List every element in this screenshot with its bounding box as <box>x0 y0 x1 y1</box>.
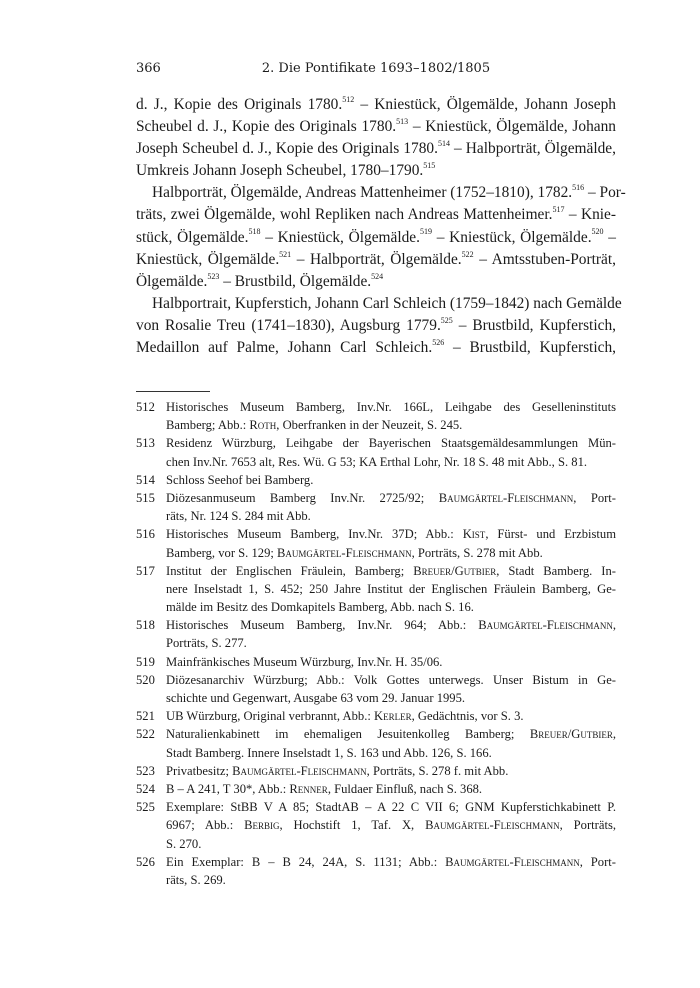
footnote-line: Institut der Englischen Fräulein, Bamberg; Breuer/Gutbier, Stadt Bamberg. In- <box>166 563 616 578</box>
body-text-run: – Amtsstuben-Porträt, <box>473 250 616 268</box>
footnote-line: Stadt Bamberg. Innere Inselstadt 1, S. 163 und Abb. 126, S. 166. <box>166 745 492 760</box>
footnote-number: 522 <box>136 727 155 742</box>
footnote-number: 524 <box>136 781 155 796</box>
footnote-line: Mainfränkisches Museum Würzburg, Inv.Nr. H. 35/06. <box>166 654 443 669</box>
footnote <box>136 725 616 761</box>
footnote-number: 512 <box>136 400 155 414</box>
footnote <box>136 471 616 489</box>
footnote-line: Exemplare: StBB V A 85; StadtAB – A 22 C VII 6; GNM Kupferstichkabinett P. <box>166 800 616 815</box>
body-text-run: d. J., Kopie des Originals 1780. <box>136 96 343 113</box>
footnote-ref[interactable]: 514 <box>437 139 450 149</box>
body-text-run: – Kniestück, Ölgemälde. <box>432 228 592 246</box>
footnote <box>136 762 616 780</box>
body-text-run: – Brustbild, Ölgemälde. <box>219 272 372 290</box>
footnote-ref[interactable]: 515 <box>423 161 436 171</box>
footnote <box>136 434 616 470</box>
footnote-line: 6967; Abb.: Berbig, Hochstift 1, Taf. X, Baumgärtel-Fleischmann, Porträts, <box>166 818 617 833</box>
body-line <box>136 293 622 315</box>
footnote-separator <box>136 391 210 392</box>
body-line <box>136 271 616 293</box>
footnote-line: Bamberg; Abb.: Roth, Oberfranken in der Neuzeit, S. 245. <box>166 418 463 433</box>
body-text-run: Umkreis Johann Joseph Scheubel, 1780–1790. <box>136 162 424 180</box>
footnotes <box>136 398 616 889</box>
footnote-ref[interactable]: 517 <box>552 205 565 215</box>
footnote-line: Ein Exemplar: B – B 24, 24A, S. 1131; Abb.: Baumgärtel-Fleischmann, Port- <box>166 854 616 869</box>
body-text-run: – Kniestück, Ölgemälde, Johann Joseph <box>354 96 616 113</box>
footnote-line: Porträts, S. 277. <box>166 636 247 651</box>
body-line <box>136 337 616 359</box>
footnote-line: mälde im Besitz des Domkapitels Bamberg, Abb. nach S. 16. <box>166 600 474 615</box>
footnote <box>136 798 616 853</box>
page-number: 366 <box>136 61 161 76</box>
running-head <box>136 60 616 78</box>
body-text-run: – Knie- <box>564 206 616 224</box>
footnote-line: UB Würzburg, Original verbrannt, Abb.: Kerler, Gedächtnis, vor S. 3. <box>166 709 524 724</box>
body-text-run: – Halbporträt, Ölgemälde. <box>291 250 462 268</box>
footnote-number: 515 <box>136 490 155 505</box>
footnote-ref[interactable]: 516 <box>572 183 585 193</box>
body-text-run: – Brustbild, Kupferstich, <box>444 339 616 357</box>
body-text-run: träts, zwei Ölgemälde, wohl Repliken nach Andreas Mattenheimer. <box>136 206 553 224</box>
footnote-line: Privatbesitz; Baumgärtel-Fleischmann, Porträts, S. 278 f. mit Abb. <box>166 763 509 778</box>
footnote-line: B – A 241, T 30*, Abb.: Renner, Fuldaer Einfluß, nach S. 368. <box>166 781 483 796</box>
footnote-ref[interactable]: 518 <box>248 227 261 237</box>
footnote <box>136 653 616 671</box>
footnote-ref[interactable]: 512 <box>342 94 355 104</box>
body-text-run: Joseph Scheubel d. J., Kopie des Originals 1780. <box>136 140 438 158</box>
footnote-line: Historisches Museum Bamberg, Inv.Nr. 964; Abb.: Baumgärtel-Fleischmann, <box>166 618 616 633</box>
footnote-line: Diözesanarchiv Würzburg; Abb.: Volk Gottes unterwegs. Unser Bistum in Ge- <box>166 672 616 687</box>
footnote-number: 517 <box>136 563 155 578</box>
footnote-line: Historisches Museum Bamberg, Inv.Nr. 166L, Leihgabe des Geselleninstituts <box>166 400 616 414</box>
footnote-line: S. 270. <box>166 836 202 851</box>
body-text-run: Medaillon auf Palme, Johann Carl Schleich. <box>136 339 433 357</box>
footnote-number: 518 <box>136 618 155 633</box>
footnote-number: 519 <box>136 654 155 669</box>
body-line <box>136 315 616 337</box>
footnote-number: 513 <box>136 436 155 451</box>
footnote-line: Historisches Museum Bamberg, Inv.Nr. 37D; Abb.: Kist, Fürst- und Erzbistum <box>166 527 616 542</box>
footnote-ref[interactable]: 523 <box>207 271 220 281</box>
footnote-ref[interactable]: 525 <box>440 315 453 325</box>
body-line <box>136 160 616 182</box>
body-text-run: stück, Ölgemälde. <box>136 228 249 246</box>
body-text-run: Scheubel d. J., Kopie des Originals 1780. <box>136 118 397 136</box>
footnote <box>136 525 616 561</box>
body-line <box>136 138 616 160</box>
body-line <box>136 116 616 138</box>
footnote-line: nere Inselstadt 1, S. 452; 250 Jahre Institut der Englischen Fräulein Bamberg, Ge- <box>166 581 616 596</box>
body-text-run: – <box>603 228 616 246</box>
footnote-ref[interactable]: 524 <box>371 271 384 281</box>
footnote-line: räts, S. 269. <box>166 872 226 887</box>
footnote <box>136 562 616 617</box>
footnote-ref[interactable]: 522 <box>461 249 474 259</box>
footnote-ref[interactable]: 519 <box>420 227 432 237</box>
footnote-number: 520 <box>136 672 155 687</box>
body-text-run: – Brustbild, Kupferstich, <box>452 316 616 334</box>
footnote-line: Schloss Seehof bei Bamberg. <box>166 472 314 487</box>
body-text-run: – Kniestück, Ölgemälde. <box>260 228 420 246</box>
footnote-line: räts, Nr. 124 S. 284 mit Abb. <box>166 509 311 524</box>
footnote-ref[interactable]: 526 <box>432 337 445 347</box>
footnote-number: 523 <box>136 763 155 778</box>
body-text-run: Kniestück, Ölgemälde. <box>136 250 280 268</box>
footnote <box>136 616 616 652</box>
body-line <box>136 94 616 116</box>
body-text-run: Ölgemälde. <box>136 272 208 290</box>
footnote <box>136 489 616 525</box>
footnote <box>136 707 616 725</box>
footnote-line: Diözesanmuseum Bamberg Inv.Nr. 2725/92; Baumgärtel-Fleischmann, Port- <box>166 490 616 505</box>
body-text-run: von Rosalie Treu (1741–1830), Augsburg 1779. <box>136 316 441 334</box>
footnote <box>136 398 616 434</box>
body-line <box>136 227 616 249</box>
body-text-run: Halbportrait, Kupferstich, Johann Carl Schleich (1759–1842) nach Gemälde <box>152 294 622 312</box>
body-text-run: Halbporträt, Ölgemälde, Andreas Mattenheimer (1752–1810), 1782. <box>152 184 573 202</box>
footnote-line: Residenz Würzburg, Leihgabe der Bayerischen Staatsgemäldesammlungen Mün- <box>166 436 616 451</box>
footnote-line: schichte und Gegenwart, Ausgabe 63 vom 29. Januar 1995. <box>166 691 466 705</box>
body-text <box>136 94 626 359</box>
footnote <box>136 780 616 798</box>
footnote-number: 516 <box>136 527 155 542</box>
footnote-number: 514 <box>136 472 155 487</box>
footnote-line: Bamberg, vor S. 129; Baumgärtel-Fleischmann, Porträts, S. 278 mit Abb. <box>166 545 543 560</box>
body-line <box>136 182 626 204</box>
footnote-line: Naturalienkabinett im ehemaligen Jesuitenkolleg Bamberg; Breuer/Gutbier, <box>166 727 616 742</box>
body-line <box>136 249 616 271</box>
body-text-run: – Halbporträt, Ölgemälde, <box>449 140 616 158</box>
footnote <box>136 671 616 707</box>
footnote-number: 521 <box>136 709 155 724</box>
footnote-ref[interactable]: 521 <box>279 249 292 259</box>
footnote-number: 526 <box>136 854 155 869</box>
footnote-ref[interactable]: 513 <box>396 116 409 126</box>
running-title: 2. Die Pontifikate 1693–1802/1805 <box>261 61 491 76</box>
footnote-number: 525 <box>136 800 155 815</box>
footnote-line: chen Inv.Nr. 7653 alt, Res. Wü. G 53; KA Erthal Lohr, Nr. 18 S. 48 mit Abb., S. 81. <box>166 454 588 469</box>
footnote <box>136 853 616 889</box>
footnote-ref[interactable]: 520 <box>591 227 604 237</box>
body-line <box>136 204 616 226</box>
body-text-run: – Kniestück, Ölgemälde, Johann <box>408 118 617 136</box>
body-text-run: – Por- <box>584 184 626 202</box>
